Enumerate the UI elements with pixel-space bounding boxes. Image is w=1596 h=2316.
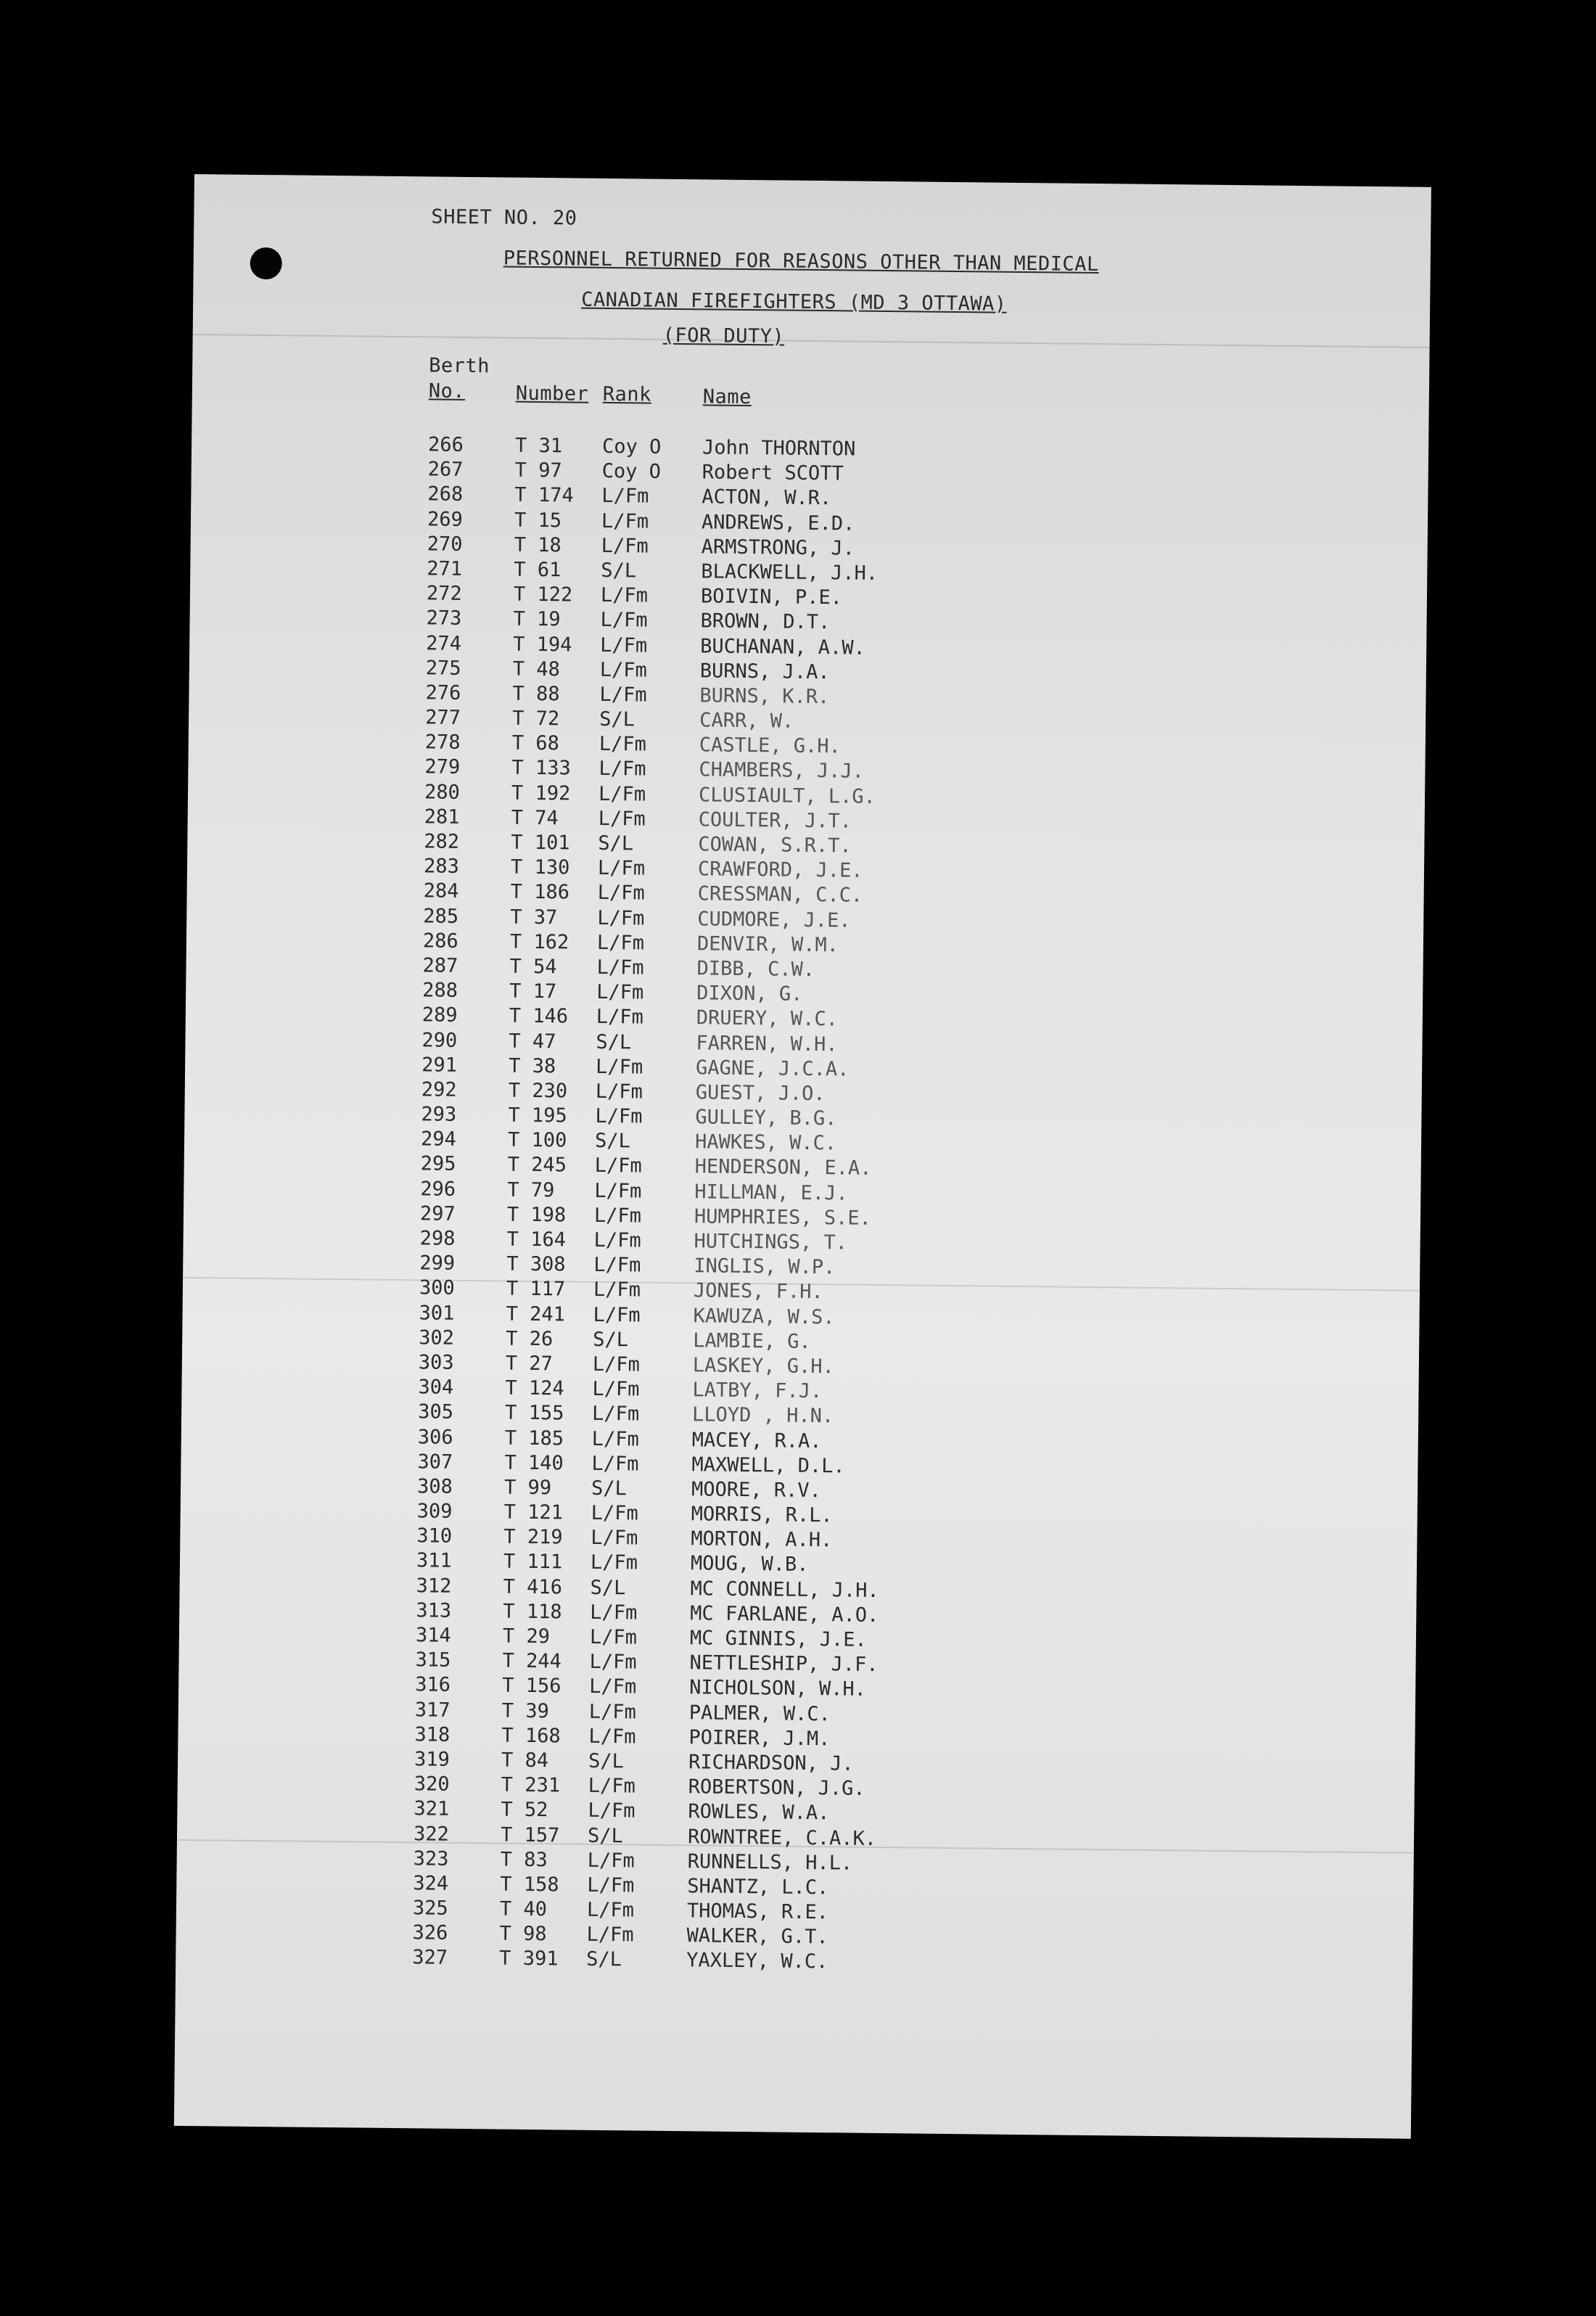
person-name: CRAWFORD, J.E. <box>697 858 863 882</box>
person-name: ROBERTSON, J.G. <box>688 1775 865 1800</box>
rank: L/Fm <box>598 782 646 806</box>
service-number: T 185 <box>504 1426 564 1450</box>
rank: L/Fm <box>597 857 646 880</box>
service-number: T 241 <box>506 1302 566 1326</box>
service-number: T 244 <box>502 1649 562 1673</box>
service-number: T 15 <box>514 509 562 532</box>
person-name: HUTCHINGS, T. <box>694 1230 848 1254</box>
person-name: BLACKWELL, J.H. <box>701 560 879 585</box>
service-number: T 192 <box>511 781 571 805</box>
service-number: T 48 <box>512 657 561 681</box>
rank: S/L <box>587 1824 623 1847</box>
person-name: ROWNTREE, C.A.K. <box>687 1825 877 1850</box>
rank: L/Fm <box>589 1651 637 1674</box>
rank: L/Fm <box>592 1377 640 1401</box>
fold-line <box>193 334 1430 348</box>
berth-number: 291 <box>421 1054 458 1077</box>
person-name: PALMER, W.C. <box>688 1701 831 1725</box>
berth-number: 295 <box>420 1152 456 1176</box>
person-name: RICHARDSON, J. <box>688 1751 854 1775</box>
person-name: BURNS, K.R. <box>699 684 830 709</box>
document-subtitle: CANADIAN FIREFIGHTERS (MD 3 OTTAWA) <box>581 288 1007 316</box>
duty-note: (FOR DUTY) <box>662 324 785 348</box>
rank: S/L <box>586 1948 622 1971</box>
person-name: COWAN, S.R.T. <box>698 833 852 858</box>
service-number: T 29 <box>502 1625 551 1648</box>
service-number: T 38 <box>508 1054 556 1077</box>
person-name: CHAMBERS, J.J. <box>699 758 865 784</box>
person-name: HILLMAN, E.J. <box>694 1180 848 1205</box>
person-name: ACTON, W.R. <box>702 485 832 510</box>
service-number: T 219 <box>503 1525 563 1549</box>
rank: S/L <box>598 707 635 731</box>
person-name: MOUG, W.B. <box>690 1552 809 1577</box>
berth-number: 292 <box>421 1078 457 1101</box>
person-name: LLOYD , H.N. <box>691 1403 834 1428</box>
person-name: DRUERY, W.C. <box>696 1006 839 1031</box>
berth-number: 325 <box>412 1897 448 1920</box>
service-number: T 140 <box>504 1451 564 1475</box>
person-name: GUEST, J.O. <box>695 1081 826 1106</box>
service-number: T 158 <box>500 1873 559 1897</box>
rank: L/Fm <box>597 906 645 930</box>
berth-number: 277 <box>425 706 461 729</box>
service-number: T 111 <box>503 1551 563 1574</box>
rank: L/Fm <box>593 1254 641 1277</box>
berth-number: 275 <box>425 657 461 680</box>
person-name: YAXLEY, W.C. <box>686 1949 828 1974</box>
service-number: T 308 <box>506 1252 566 1276</box>
rank: L/Fm <box>596 1006 644 1029</box>
rank: L/Fm <box>589 1625 638 1649</box>
rank: L/Fm <box>594 1179 642 1203</box>
person-name: ANDREWS, E.D. <box>701 510 855 535</box>
berth-number: 305 <box>417 1400 454 1424</box>
rank: Coy O <box>601 435 662 459</box>
service-number: T 39 <box>501 1699 550 1722</box>
person-name: BROWN, D.T. <box>700 609 831 634</box>
berth-number: 294 <box>420 1128 457 1151</box>
service-number: T 186 <box>510 880 570 904</box>
service-number: T 155 <box>504 1401 564 1425</box>
berth-number: 306 <box>417 1425 453 1449</box>
rank: L/Fm <box>587 1849 635 1873</box>
person-name: MC GINNIS, J.E. <box>689 1627 867 1651</box>
service-number: T 101 <box>511 831 570 855</box>
rank: S/L <box>601 559 637 583</box>
rank: L/Fm <box>598 807 646 831</box>
person-name: MOORE, R.V. <box>691 1478 822 1503</box>
berth-number: 279 <box>424 755 461 779</box>
person-name: FARREN, W.H. <box>696 1031 838 1056</box>
col-berth-no: No. <box>428 379 466 403</box>
berth-number: 303 <box>418 1351 454 1374</box>
berth-number: 287 <box>422 954 458 977</box>
service-number: T 19 <box>513 607 561 631</box>
berth-number: 268 <box>427 482 464 506</box>
service-number: T 98 <box>499 1922 547 1946</box>
rank: S/L <box>596 1030 632 1054</box>
rank: S/L <box>593 1328 629 1352</box>
berth-number: 290 <box>421 1028 458 1052</box>
person-name: John THORNTON <box>702 436 856 461</box>
service-number: T 133 <box>511 757 571 780</box>
service-number: T 195 <box>508 1104 567 1128</box>
service-number: T 198 <box>506 1203 567 1227</box>
person-name: LASKEY, G.H. <box>692 1354 835 1379</box>
berth-number: 267 <box>427 458 464 482</box>
person-name: BOIVIN, P.E. <box>700 585 843 609</box>
person-name: LATBY, F.J. <box>692 1379 823 1403</box>
punch-hole <box>250 247 281 279</box>
rank: L/Fm <box>596 980 644 1004</box>
berth-number: 285 <box>423 904 459 928</box>
rank: L/Fm <box>600 633 648 657</box>
service-number: T 164 <box>506 1228 567 1252</box>
berth-number: 323 <box>413 1847 449 1871</box>
person-name: ROWLES, W.A. <box>688 1800 830 1825</box>
rank: S/L <box>590 1576 626 1599</box>
berth-number: 317 <box>414 1698 451 1722</box>
rank: L/Fm <box>591 1501 638 1525</box>
service-number: T 88 <box>512 682 560 706</box>
person-name: BUCHANAN, A.W. <box>700 634 865 660</box>
service-number: T 79 <box>507 1178 555 1202</box>
person-name: CUDMORE, J.E. <box>697 907 851 932</box>
service-number: T 84 <box>501 1749 549 1773</box>
berth-number: 278 <box>424 731 461 755</box>
person-name: CLUSIAULT, L.G. <box>698 783 876 808</box>
service-number: T 27 <box>505 1352 554 1376</box>
berth-number: 286 <box>422 929 458 953</box>
berth-number: 272 <box>426 582 462 606</box>
rank: L/Fm <box>591 1527 638 1550</box>
berth-number: 273 <box>426 607 462 631</box>
rank: Coy O <box>601 460 662 483</box>
rank: L/Fm <box>593 1303 641 1327</box>
service-number: T 118 <box>503 1600 562 1624</box>
person-name: MORTON, A.H. <box>691 1527 833 1552</box>
service-number: T 72 <box>512 707 560 731</box>
rank: L/Fm <box>591 1427 639 1451</box>
col-number: Number <box>515 382 589 406</box>
person-name: HAWKES, W.C. <box>694 1130 837 1155</box>
rank: S/L <box>591 1477 628 1500</box>
rank: L/Fm <box>600 609 648 632</box>
berth-number: 289 <box>421 1003 458 1027</box>
service-number: T 124 <box>505 1376 564 1400</box>
berth-number: 318 <box>414 1723 451 1746</box>
rank: L/Fm <box>591 1452 639 1476</box>
col-rank: Rank <box>602 382 652 406</box>
berth-number: 315 <box>415 1648 451 1672</box>
person-name: HENDERSON, E.A. <box>694 1155 872 1180</box>
berth-number: 327 <box>412 1946 448 1970</box>
berth-number: 293 <box>421 1103 457 1126</box>
document-sheet <box>174 174 1431 2139</box>
rank: L/Fm <box>586 1923 634 1947</box>
service-number: T 174 <box>514 484 574 507</box>
berth-number: 266 <box>427 433 464 456</box>
service-number: T 99 <box>503 1476 552 1500</box>
service-number: T 117 <box>506 1277 566 1301</box>
rank: L/Fm <box>595 1055 643 1079</box>
col-berth-label: Berth <box>429 354 490 378</box>
service-number: T 97 <box>514 459 562 482</box>
rank: L/Fm <box>589 1675 637 1699</box>
rank: L/Fm <box>601 509 649 533</box>
berth-number: 307 <box>417 1450 453 1474</box>
rank: L/Fm <box>588 1725 636 1749</box>
rank: L/Fm <box>590 1551 638 1574</box>
berth-number: 313 <box>416 1599 452 1622</box>
berth-number: 301 <box>419 1301 455 1325</box>
service-number: T 416 <box>503 1575 563 1599</box>
person-name: BURNS, J.A. <box>699 660 830 683</box>
rank: L/Fm <box>601 534 649 558</box>
berth-number: 280 <box>424 780 461 804</box>
service-number: T 100 <box>507 1128 567 1152</box>
rank: L/Fm <box>586 1898 635 1922</box>
rank: L/Fm <box>598 733 646 756</box>
berth-number: 288 <box>422 979 458 1002</box>
berth-number: 302 <box>419 1326 455 1350</box>
person-name: NICHOLSON, W.H. <box>689 1676 867 1701</box>
rank: L/Fm <box>593 1278 641 1302</box>
berth-number: 281 <box>424 805 460 829</box>
person-name: INGLIS, W.P. <box>694 1254 836 1279</box>
service-number: T 83 <box>500 1848 548 1871</box>
person-name: MORRIS, R.L. <box>691 1503 833 1527</box>
berth-number: 300 <box>419 1276 455 1300</box>
service-number: T 68 <box>511 731 560 755</box>
person-name: CASTLE, G.H. <box>699 734 842 758</box>
berth-number: 310 <box>416 1524 453 1548</box>
berth-number: 269 <box>427 507 463 531</box>
person-name: Robert SCOTT <box>702 461 844 485</box>
sheet-number: SHEET NO. 20 <box>431 205 577 230</box>
person-name: HUMPHRIES, S.E. <box>694 1205 871 1230</box>
berth-number: 308 <box>416 1475 453 1498</box>
document-title: PERSONNEL RETURNED FOR REASONS OTHER THAN MEDICAL <box>503 247 1099 276</box>
berth-number: 282 <box>424 830 460 853</box>
person-name: ARMSTRONG, J. <box>701 535 855 560</box>
service-number: T 40 <box>499 1897 548 1921</box>
rank: L/Fm <box>597 882 645 905</box>
berth-number: 324 <box>413 1872 449 1895</box>
service-number: T 130 <box>510 855 570 879</box>
service-number: T 121 <box>503 1500 564 1524</box>
berth-number: 276 <box>425 681 461 705</box>
rank: L/Fm <box>598 757 646 781</box>
rank: L/Fm <box>588 1799 635 1823</box>
berth-number: 296 <box>420 1177 456 1201</box>
person-name: MC FARLANE, A.O. <box>690 1602 879 1627</box>
rank: L/Fm <box>587 1873 635 1897</box>
berth-number: 312 <box>416 1574 452 1598</box>
service-number: T 146 <box>509 1004 569 1028</box>
rank: L/Fm <box>596 931 645 955</box>
rank: L/Fm <box>599 658 648 682</box>
berth-number: 322 <box>413 1822 450 1846</box>
service-number: T 162 <box>509 930 569 954</box>
service-number: T 122 <box>513 583 573 607</box>
berth-number: 316 <box>415 1673 451 1697</box>
service-number: T 157 <box>500 1823 560 1847</box>
berth-number: 284 <box>423 879 459 903</box>
berth-number: 271 <box>427 557 463 580</box>
rank: L/Fm <box>591 1403 640 1426</box>
rank: L/Fm <box>596 956 644 980</box>
person-name: CARR, W. <box>699 709 794 733</box>
person-name: MAXWELL, D.L. <box>691 1453 845 1478</box>
person-name: COULTER, J.T. <box>698 808 852 833</box>
berth-number: 298 <box>419 1227 456 1250</box>
rank: S/L <box>594 1130 631 1153</box>
berth-number: 270 <box>427 533 463 556</box>
col-name: Name <box>702 385 752 409</box>
berth-number: 321 <box>414 1797 450 1821</box>
service-number: T 17 <box>509 980 557 1003</box>
person-name: DIXON, G. <box>696 982 803 1006</box>
service-number: T 31 <box>514 434 563 458</box>
person-name: MACEY, R.A. <box>691 1428 822 1453</box>
rank: L/Fm <box>592 1352 641 1376</box>
person-name: GAGNE, J.C.A. <box>695 1056 850 1081</box>
berth-number: 311 <box>416 1549 452 1573</box>
service-number: T 54 <box>509 955 557 979</box>
rank: L/Fm <box>593 1228 641 1252</box>
service-number: T 26 <box>506 1327 554 1351</box>
person-name: LAMBIE, G. <box>693 1329 811 1353</box>
service-number: T 231 <box>501 1773 561 1797</box>
rank: L/Fm <box>593 1204 642 1228</box>
person-name: CRESSMAN, C.C. <box>697 882 863 908</box>
person-name: RUNNELLS, H.L. <box>687 1849 853 1875</box>
berth-number: 309 <box>416 1500 453 1523</box>
service-number: T 18 <box>514 533 562 557</box>
berth-number: 314 <box>415 1624 451 1647</box>
berth-number: 283 <box>423 855 459 879</box>
service-number: T 61 <box>514 558 562 582</box>
person-name: GULLEY, B.G. <box>695 1106 837 1130</box>
rank: L/Fm <box>601 485 649 508</box>
rank: L/Fm <box>590 1601 638 1625</box>
person-name: WALKER, G.T. <box>686 1924 828 1949</box>
person-name: NETTLESHIP, J.F. <box>689 1651 879 1677</box>
berth-number: 297 <box>419 1202 456 1225</box>
person-name: DIBB, C.W. <box>696 957 815 981</box>
rank: L/Fm <box>594 1154 642 1178</box>
berth-number: 319 <box>414 1748 451 1771</box>
personnel-list <box>412 433 879 1974</box>
berth-number: 320 <box>414 1773 450 1796</box>
service-number: T 245 <box>507 1154 567 1177</box>
service-number: T 74 <box>511 806 559 830</box>
person-name: POIRER, J.M. <box>688 1726 831 1751</box>
service-number: T 52 <box>501 1798 548 1822</box>
berth-number: 326 <box>412 1921 448 1945</box>
service-number: T 391 <box>499 1947 559 1971</box>
person-name: DENVIR, W.M. <box>696 932 839 957</box>
rank: L/Fm <box>595 1104 643 1128</box>
service-number: T 194 <box>513 633 572 656</box>
berth-number: 299 <box>419 1252 456 1276</box>
service-number: T 156 <box>502 1674 562 1698</box>
service-number: T 47 <box>509 1030 556 1053</box>
person-name: MC CONNELL, J.H. <box>690 1577 879 1602</box>
service-number: T 37 <box>510 906 558 929</box>
rank: L/Fm <box>600 584 649 607</box>
rank: S/L <box>588 1749 625 1773</box>
rank: L/Fm <box>595 1080 643 1104</box>
person-name: SHANTZ, L.C. <box>687 1875 829 1900</box>
berth-number: 304 <box>418 1376 454 1399</box>
berth-number: 274 <box>426 631 462 655</box>
rank: S/L <box>598 831 634 855</box>
rank: L/Fm <box>599 683 647 707</box>
person-name: THOMAS, R.E. <box>686 1900 829 1924</box>
service-number: T 230 <box>508 1079 568 1103</box>
rank: L/Fm <box>588 1700 637 1724</box>
rank: L/Fm <box>588 1774 635 1798</box>
person-name: KAWUZA, W.S. <box>693 1304 835 1329</box>
person-name: JONES, F.H. <box>693 1279 823 1304</box>
service-number: T 168 <box>501 1724 561 1748</box>
